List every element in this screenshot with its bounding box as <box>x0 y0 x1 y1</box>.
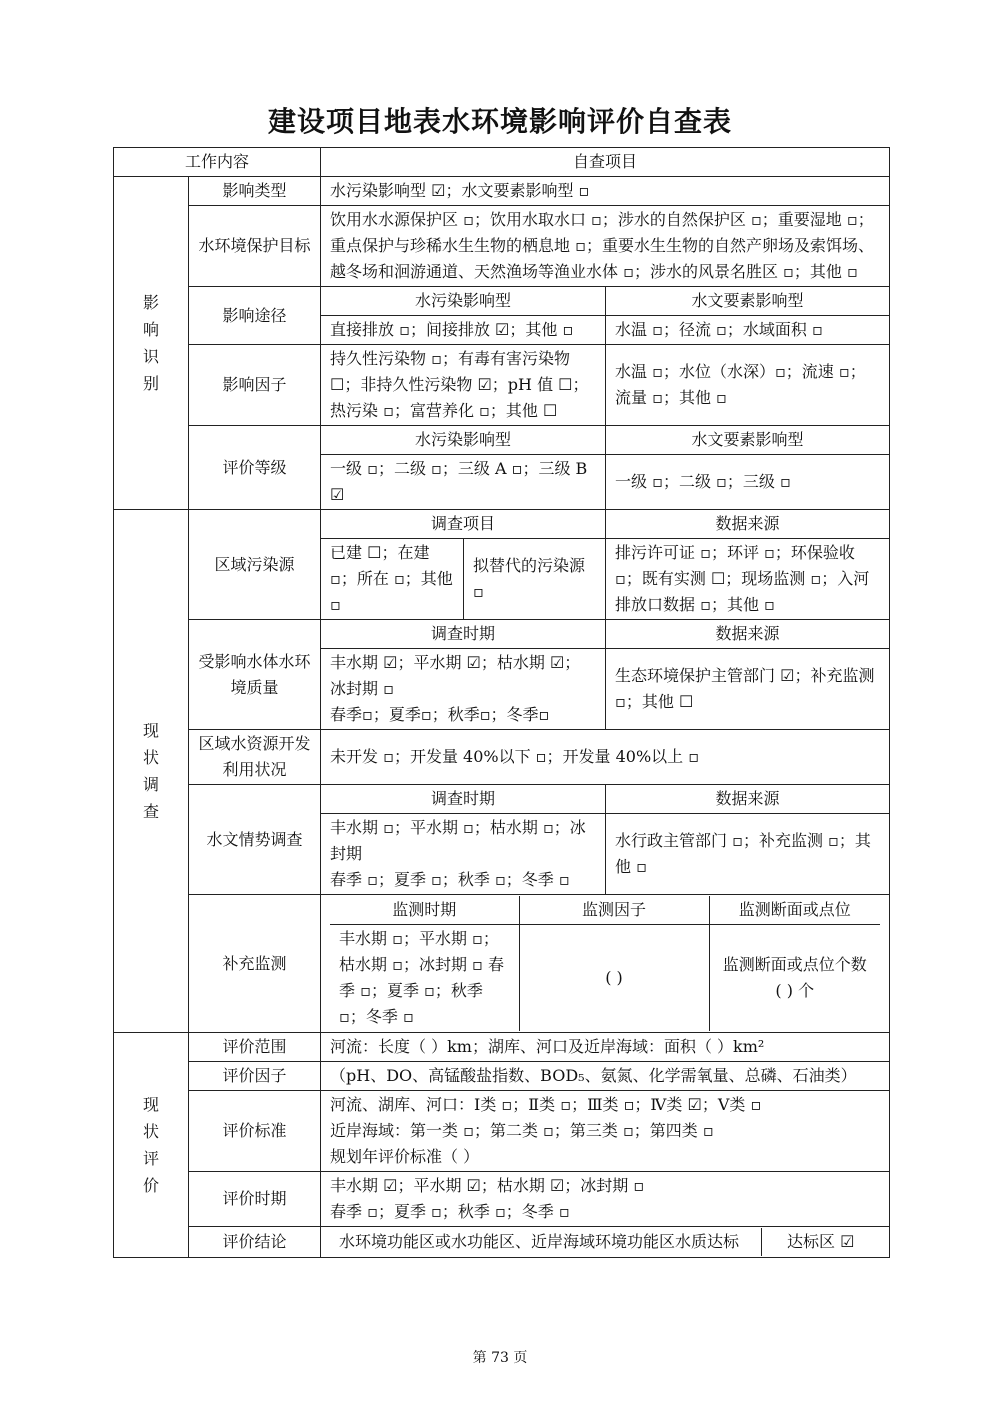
eval-period-label: 评价时期 <box>189 1172 321 1227</box>
hydro-period-head: 调查时期 <box>321 785 606 814</box>
route-hydrology-value: 水温 ▫；径流 ▫；水域面积 ▫ <box>606 316 890 345</box>
regional-replace-value: 拟替代的污染源 ▫ <box>464 539 606 620</box>
impact-route-label: 影响途径 <box>189 287 321 345</box>
eval-conclusion-block <box>321 1227 890 1258</box>
table-row <box>114 287 890 316</box>
table-row <box>114 426 890 455</box>
grade-pollution-head: 水污染影响型 <box>321 426 606 455</box>
protection-target-line: 饮用水水源保护区 ▫；饮用水取水口 ▫；涉水的自然保护区 ▫；重要湿地 ▫； <box>330 210 874 229</box>
header-self: 自查项目 <box>321 148 890 177</box>
eval-conclusion-result: 达标区 ☑ <box>761 1228 880 1256</box>
grade-label: 评价等级 <box>189 426 321 510</box>
quality-source-head: 数据来源 <box>606 620 890 649</box>
regional-built-value: 已建 ☐；在建 ▫；所在 ▫；其他 ▫ <box>321 539 464 620</box>
water-resource-label: 区域水资源开发利用状况 <box>189 730 321 785</box>
section-evaluation: 现 状 评 价 <box>114 1033 189 1258</box>
impact-factor-label: 影响因子 <box>189 345 321 426</box>
eval-conclusion-label: 评价结论 <box>189 1227 321 1258</box>
table-row <box>114 177 890 206</box>
table-row <box>114 1091 890 1172</box>
hydro-period-value: 丰水期 ▫；平水期 ▫；枯水期 ▫；冰封期 春季 ▫；夏季 ▫；秋季 ▫；冬季 ▫ <box>321 814 606 895</box>
water-resource-value: 未开发 ▫；开发量 40%以下 ▫；开发量 40%以上 ▫ <box>321 730 890 785</box>
protection-target-value <box>321 206 890 287</box>
section-identification: 影 响 识 别 <box>114 177 189 510</box>
quality-source-value: 生态环境保护主管部门 ☑；补充监测 ▫；其他 ☐ <box>606 649 890 730</box>
regional-source-label: 区域污染源 <box>189 510 321 620</box>
eval-standard-value: 河流、湖库、河口：Ⅰ类 ▫；Ⅱ类 ▫；Ⅲ类 ▫；Ⅳ类 ☑；Ⅴ类 ▫ 近岸海域：第一类 ▫；第二类 ▫；第三类 ▫；第四类 ▫ 规划年评价标准（ ） <box>321 1091 890 1172</box>
page-title: 建设项目地表水环境影响评价自查表 <box>267 105 732 138</box>
water-quality-label: 受影响水体水环境质量 <box>189 620 321 730</box>
grade-hydrology-head: 水文要素影响型 <box>606 426 890 455</box>
table-row <box>114 206 890 287</box>
table-row <box>114 730 890 785</box>
grade-hydrology-value: 一级 ▫；二级 ▫；三级 ▫ <box>606 455 890 510</box>
page-number: 第 73 页 <box>472 1350 528 1366</box>
route-pollution-head: 水污染影响型 <box>321 287 606 316</box>
monitor-block <box>321 895 890 1033</box>
section-survey: 现 状 调 查 <box>114 510 189 1033</box>
table-header-row <box>114 148 890 177</box>
protection-target-line: 重点保护与珍稀水生生物的栖息地 ▫；重要水生生物的自然产卵场及索饵场、越冬场和洄游通道、天然渔场等渔业水体 ▫；涉水的风景名胜区 ▫；其他 ▫ <box>330 236 874 281</box>
route-hydrology-head: 水文要素影响型 <box>606 287 890 316</box>
eval-scope-label: 评价范围 <box>189 1033 321 1062</box>
hydro-source-head: 数据来源 <box>606 785 890 814</box>
eval-scope-value: 河流：长度（ ）km；湖库、河口及近岸海域：面积（ ）km² <box>321 1033 890 1062</box>
grade-pollution-value: 一级 ▫；二级 ▫；三级 A ▫；三级 B ☑ <box>321 455 606 510</box>
eval-period-value: 丰水期 ☑；平水期 ☑；枯水期 ☑；冰封期 ▫ 春季 ▫；夏季 ▫；秋季 ▫；冬季 ▫ <box>321 1172 890 1227</box>
route-pollution-value: 直接排放 ▫；间接排放 ☑；其他 ▫ <box>321 316 606 345</box>
monitor-period-head: 监测时期 <box>330 896 519 925</box>
table-row <box>114 620 890 649</box>
quality-period-value: 丰水期 ☑；平水期 ☑；枯水期 ☑；冰封期 ▫ 春季▫；夏季▫；秋季▫；冬季▫ <box>321 649 606 730</box>
monitor-points-head: 监测断面或点位 <box>709 896 880 925</box>
monitor-table <box>330 896 880 1031</box>
supplement-monitor-label: 补充监测 <box>189 895 321 1033</box>
self-check-table <box>113 147 890 1258</box>
protection-target-label: 水环境保护目标 <box>189 206 321 287</box>
factor-pollution-value: 持久性污染物 ▫；有毒有害污染物 ☐；非持久性污染物 ☑；pH 值 ☐；热污染 ▫；富营养化 ▫；其他 ☐ <box>321 345 606 426</box>
eval-standard-label: 评价标准 <box>189 1091 321 1172</box>
eval-factor-value: （pH、DO、高锰酸盐指数、BOD₅、氨氮、化学需氧量、总磷、石油类） <box>321 1062 890 1091</box>
table-row <box>114 1172 890 1227</box>
monitor-period-value: 丰水期 ▫；平水期 ▫；枯水期 ▫；冰封期 ▫ 春季 ▫；夏季 ▫；秋季 ▫；冬季 ▫ <box>330 925 519 1032</box>
regional-source-head: 数据来源 <box>606 510 890 539</box>
factor-hydrology-value: 水温 ▫；水位（水深）▫；流速 ▫；流量 ▫；其他 ▫ <box>606 345 890 426</box>
header-work: 工作内容 <box>114 148 321 177</box>
table-row <box>114 345 890 426</box>
impact-type-label: 影响类型 <box>189 177 321 206</box>
table-row <box>114 785 890 814</box>
impact-type-value: 水污染影响型 ☑；水文要素影响型 ▫ <box>321 177 890 206</box>
eval-factor-label: 评价因子 <box>189 1062 321 1091</box>
regional-item-head: 调查项目 <box>321 510 606 539</box>
eval-conclusion-value: 水环境功能区或水功能区、近岸海域环境功能区水质达标 <box>330 1228 761 1256</box>
table-row <box>114 1062 890 1091</box>
hydrology-survey-label: 水文情势调查 <box>189 785 321 895</box>
quality-period-head: 调查时期 <box>321 620 606 649</box>
table-row <box>114 1033 890 1062</box>
table-row <box>114 510 890 539</box>
hydro-source-value: 水行政主管部门 ▫；补充监测 ▫；其他 ▫ <box>606 814 890 895</box>
regional-source-value: 排污许可证 ▫；环评 ▫；环保验收 ▫；既有实测 ☐；现场监测 ▫；入河排放口数据 ▫；其他 ▫ <box>606 539 890 620</box>
table-row <box>114 1227 890 1258</box>
monitor-factor-head: 监测因子 <box>519 896 709 925</box>
monitor-factor-value: ( ) <box>519 925 709 1032</box>
monitor-points-value: 监测断面或点位个数 ( ) 个 <box>709 925 880 1032</box>
